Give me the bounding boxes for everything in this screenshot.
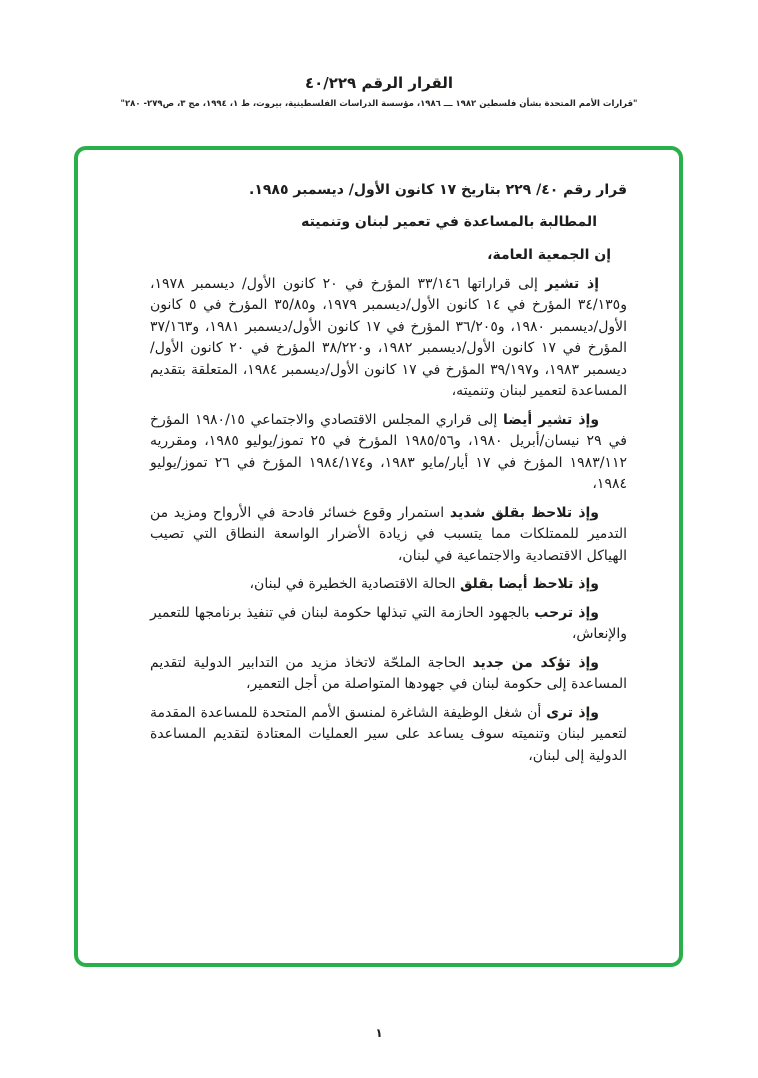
paragraph-lead: وإذ تؤكد من جديد [472, 654, 599, 671]
paragraph-lead: إذ تشير [545, 275, 599, 292]
preambular-paragraph [150, 274, 627, 403]
paragraph-text: الحاجة الملحّة لاتخاذ مزيد من التدابير الدولية لتقديم المساعدة إلى حكومة لبنان في جهودها المتواصلة من أجل التعمير، [150, 654, 627, 692]
preambular-paragraph [150, 703, 627, 768]
resolution-title: قرار رقم ٤٠/ ٢٢٩ بتاريخ ١٧ كانون الأول/ ديسمبر ١٩٨٥. [249, 182, 627, 198]
paragraph-text: إلى قراري المجلس الاقتصادي والاجتماعي ١٩٨٠/١٥ المؤرخ في ٢٩ نيسان/أبريل ١٩٨٠، و١٩٨٥/٥٦ المؤرخ في ٢٥ تموز/يوليو ١٩٨٥، ومقرريه ١٩٨٣/١١٢ المؤرخ في ١٧ أيار/مايو ١٩٨٣، و١٩٨٤/١٧٤ المؤرخ في ٢٦ تموز/يوليو ١٩٨٤، [150, 411, 627, 492]
page-header [0, 74, 758, 109]
preambular-paragraph [150, 653, 627, 696]
paragraph-text: أن شغل الوظيفة الشاغرة لمنسق الأمم المتحدة للمساعدة المقدمة لتعمير لبنان وتنميته سوف يساعد على سير العمليات المعتادة لتقديم المساعدة الدولية إلى لبنان، [150, 704, 627, 764]
paragraph-text: إلى قراراتها ٣٣/١٤٦ المؤرخ في ٢٠ كانون الأول/ ديسمبر ١٩٧٨، و٣٤/١٣٥ المؤرخ في ١٤ كانون الأول/ديسمبر ١٩٧٩، و٣٥/٨٥ المؤرخ في ٥ كانون الأول/ديسمبر ١٩٨٠، و٣٦/٢٠٥ المؤرخ في ١٧ كانون الأول/ديسمبر ١٩٨١، و٣٧/١٦٣ المؤرخ في ١٧ كانون الأول/ديسمبر ١٩٨٢، و٣٨/٢٢٠ المؤرخ في ٢٠ كانون الأول/ديسمبر ١٩٨٣، و٣٩/١٩٧ المؤرخ في ١٧ كانون الأول/ديسمبر ١٩٨٤، المتعلقة بتقديم المساعدة لتعمير لبنان وتنميته، [150, 275, 628, 399]
page-number: ١ [375, 1026, 383, 1040]
paragraph-lead: وإذ تلاحظ أيضا بقلق [459, 576, 599, 592]
resolution-number-heading: القرار الرقم ٤٠/٢٢٩ [304, 74, 454, 92]
resolution-subject: المطالبة بالمساعدة في تعمير لبنان وتنميته [301, 213, 597, 230]
opening-phrase: إن الجمعية العامة، [487, 247, 611, 263]
paragraph-lead: وإذ تشير أيضا [503, 411, 600, 428]
green-border-frame [74, 146, 683, 967]
paragraph-text: استمرار وقوع خسائر فادحة في الأرواح ومزيد من التدمير للممتلكات مما يتسبب في زيادة الأضرار الواسعة النطاق التي تصيب الهياكل الاقتصادية والاجتماعية في لبنان، [150, 504, 627, 564]
source-citation: "قرارات الأمم المتحدة بشأن فلسطين ١٩٨٢ ـــ ١٩٨٦، مؤسسة الدراسات الفلسطينية، بيروت، ط ١، ١٩٩٤، مج ٣، ص٢٧٩- ٢٨٠" [120, 99, 638, 109]
page-footer [0, 1022, 758, 1041]
paragraph-lead: وإذ ترحب [534, 604, 599, 621]
paragraph-text: بالجهود الحازمة التي تبذلها حكومة لبنان في تنفيذ برنامجها للتعمير والإنعاش، [150, 604, 627, 642]
paragraph-text: الحالة الاقتصادية الخطيرة في لبنان، [249, 576, 456, 592]
paragraph-lead: وإذ تلاحظ بقلق شديد [449, 504, 599, 521]
preambular-paragraph [150, 603, 627, 646]
preambular-paragraph [150, 410, 627, 496]
paragraph-lead: وإذ ترى [546, 704, 600, 721]
preambular-paragraph [150, 503, 627, 568]
resolution-body [78, 150, 679, 767]
preambular-paragraph [150, 574, 627, 596]
